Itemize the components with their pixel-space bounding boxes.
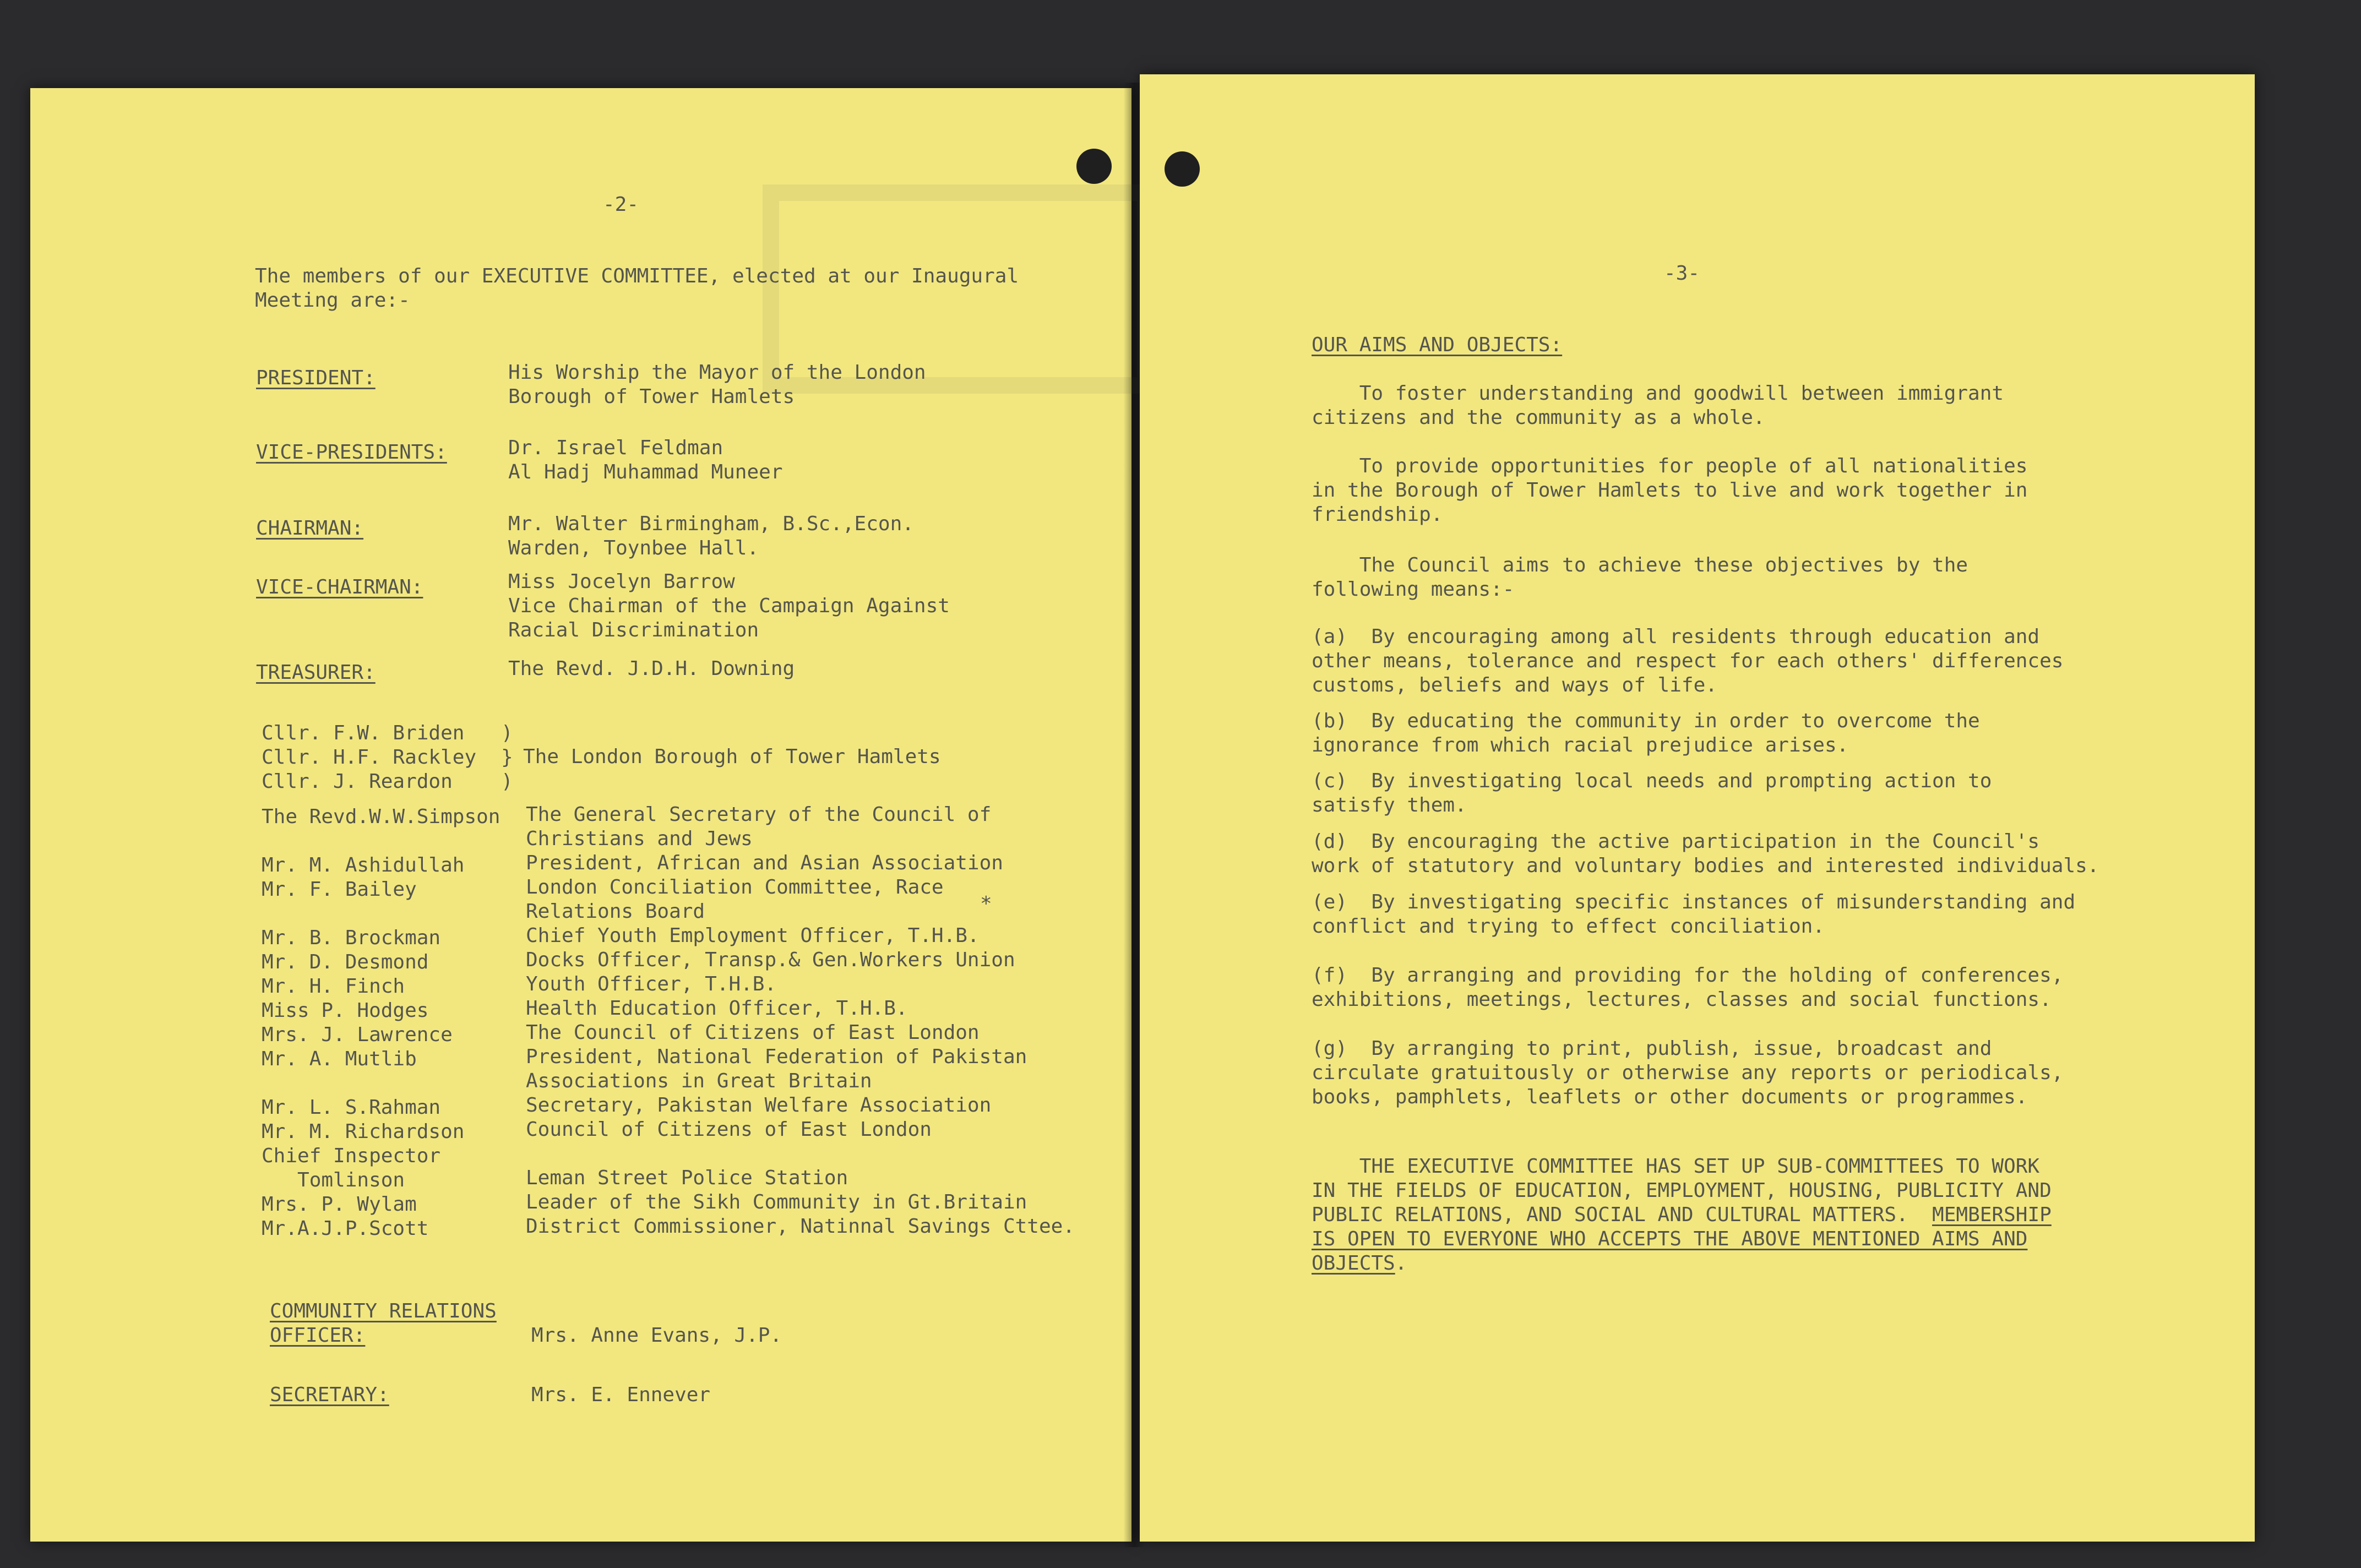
secretary-role: SECRETARY: <box>270 1384 389 1406</box>
member-roles: The General Secretary of the Council of Christians and Jews President, African and Asian Association London Conciliation Committee, Race Relations Board Chief Youth Employment Officer, T.H.B. Docks Officer, Transp.& Gen.Workers Union Youth Officer, T.H.B. Health Education Officer, T.H.B. The Council of Citizens of East London President, National Federation of Pakistan Associations in Great Britain Secretary, Pakistan Welfare Association Council of Citizens of East London Leman Street Police Station Leader of the Sikh Community in Gt.Britain District Commissioner, Natinnal Savings Cttee. <box>526 803 1075 1238</box>
means-item-c: (c) By investigating local needs and prompting action to satisfy them. <box>1312 770 1992 816</box>
means-item-f: (f) By arranging and providing for the holding of conferences, exhibitions, meetings, lectures, classes and social functions. <box>1312 964 2064 1011</box>
punch-hole <box>1165 151 1200 187</box>
councillor-brace: ) } ) <box>501 722 513 793</box>
means-item-e: (e) By investigating specific instances of misunderstanding and conflict and trying to effect conciliation. <box>1312 891 2076 938</box>
vice-presidents-role: VICE-PRESIDENTS: <box>256 441 447 464</box>
membership-underlined: MEMBERSHIP <box>1932 1204 2052 1226</box>
left-page <box>30 88 1131 1542</box>
councillor-names: Cllr. F.W. Briden Cllr. H.F. Rackley Cllr. J. Reardon <box>262 722 477 793</box>
treasurer-details: The Revd. J.D.H. Downing <box>508 657 795 680</box>
aims-paragraph-2: To provide opportunities for people of all nationalities in the Borough of Tower Hamlets to live and work together in friendship. <box>1312 455 2028 526</box>
asterisk-mark: * <box>980 892 992 915</box>
membership-open-underlined: IS OPEN TO EVERYONE WHO ACCEPTS THE ABOVE MENTIONED AIMS AND <box>1312 1228 2028 1250</box>
member-names: The Revd.W.W.Simpson Mr. M. Ashidullah Mr. F. Bailey Mr. B. Brockman Mr. D. Desmond Mr. H. Finch Miss P. Hodges Mrs. J. Lawrence Mr. A. Mutlib Mr. L. S.Rahman Mr. M. Richardson Chief Inspector Tomlinson Mrs. P. Wylam Mr.A.J.P.Scott <box>262 805 501 1240</box>
president-details: His Worship the Mayor of the London Borough of Tower Hamlets <box>508 361 926 408</box>
aims-paragraph-3: The Council aims to achieve these objectives by the following means:- <box>1312 554 1968 601</box>
means-item-d: (d) By encouraging the active participation in the Council's work of statutory and voluntary bodies and interested individuals. <box>1312 830 2099 877</box>
means-item-a: (a) By encouraging among all residents through education and other means, tolerance and respect for each others' differences customs, beliefs and ways of life. <box>1312 625 2064 696</box>
intro-text: The members of our EXECUTIVE COMMITTEE, elected at our Inaugural Meeting are:- <box>255 265 1019 312</box>
objects-underlined: OBJECTS <box>1312 1252 1395 1275</box>
chairman-details: Mr. Walter Birmingham, B.Sc.,Econ. Warden, Toynbee Hall. <box>508 513 914 559</box>
community-relations-officer-role: COMMUNITY RELATIONS OFFICER: <box>270 1300 497 1347</box>
right-page <box>1140 74 2255 1542</box>
vice-presidents-details: Dr. Israel Feldman Al Hadj Muhammad Muneer <box>508 437 783 483</box>
vice-chairman-role: VICE-CHAIRMAN: <box>256 576 423 598</box>
community-relations-officer-name: Mrs. Anne Evans, J.P. <box>531 1324 782 1347</box>
section-heading: OUR AIMS AND OBJECTS: <box>1312 334 1563 356</box>
page-number: -2- <box>603 193 639 216</box>
vice-chairman-details: Miss Jocelyn Barrow Vice Chairman of the Campaign Against Racial Discrimination <box>508 570 950 641</box>
secretary-name: Mrs. E. Ennever <box>531 1384 711 1406</box>
page-number: -3- <box>1664 262 1700 285</box>
punch-hole <box>1076 149 1112 184</box>
means-item-b: (b) By educating the community in order to overcome the ignorance from which racial prejudice arises. <box>1312 710 1980 756</box>
president-role: PRESIDENT: <box>256 367 376 389</box>
closing-period: . <box>1395 1252 1407 1275</box>
chairman-role: CHAIRMAN: <box>256 517 364 540</box>
treasurer-role: TREASURER: <box>256 661 376 684</box>
means-item-g: (g) By arranging to print, publish, issue, broadcast and circulate gratuitously or otherwise any reports or periodicals, books, pamphlets, leaflets or other documents or programmes. <box>1312 1037 2064 1108</box>
closing-plain-text: THE EXECUTIVE COMMITTEE HAS SET UP SUB-COMMITTEES TO WORK IN THE FIELDS OF EDUCATION, EMPLOYMENT, HOUSING, PUBLICITY AND PUBLIC RELATIONS, AND SOCIAL AND CULTURAL MATTERS. <box>1312 1155 2052 1226</box>
councillor-affiliation: The London Borough of Tower Hamlets <box>523 745 941 768</box>
closing-statement <box>1312 1155 2052 1276</box>
aims-paragraph-1: To foster understanding and goodwill between immigrant citizens and the community as a whole. <box>1312 382 2004 429</box>
